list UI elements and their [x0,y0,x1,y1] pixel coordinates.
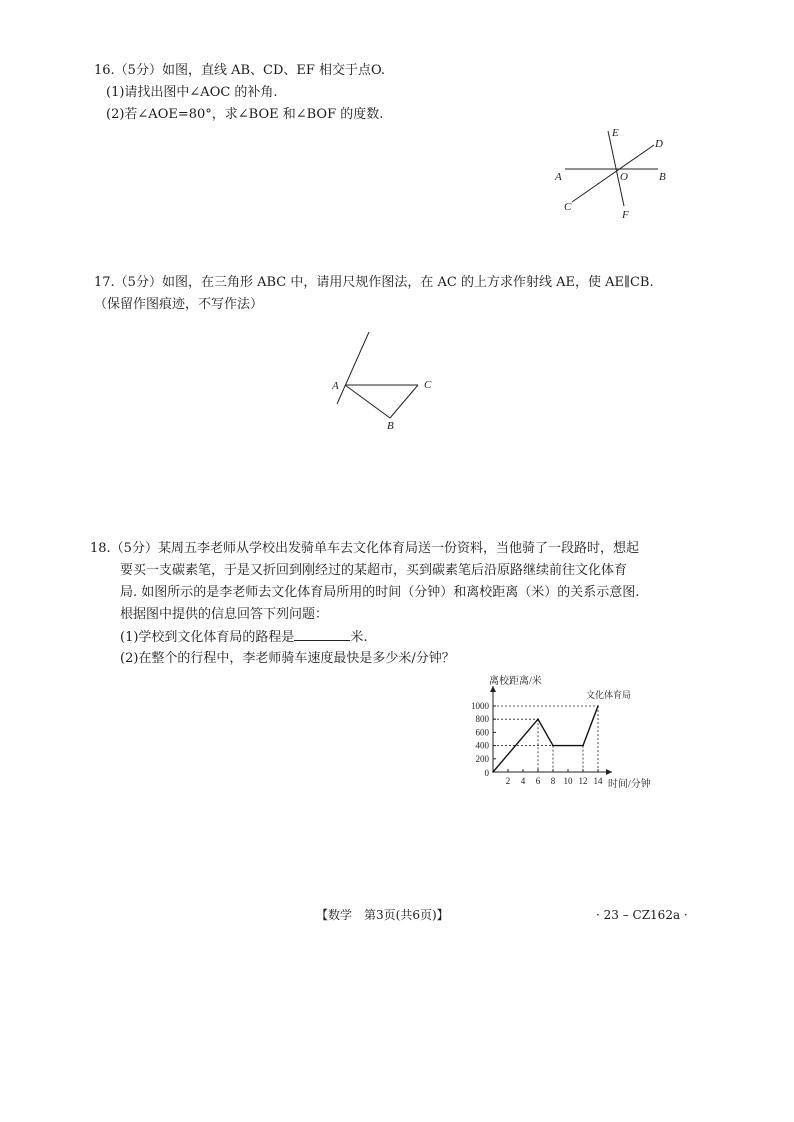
label-o: O [620,171,628,183]
q18-line-1: 18.（5分）某周五李老师从学校出发骑单车去文化体育局送一份资料，当他骑了一段路时，想起 [90,541,639,556]
label-d: D [655,138,663,150]
label-c: C [424,379,432,391]
q16-line-2: (1)请找出图中∠AOC 的补角. [106,85,278,100]
q18-line-5 [120,628,368,647]
label-e: E [612,127,619,139]
q17-figure [326,326,446,434]
x-tick-label: 10 [563,776,573,786]
y-tick-label: 1000 [471,701,489,711]
q18-line-2: 要买一支碳素笔，于是又折回到刚经过的某超市，买到碳素笔后沿原路继续前往文化体育 [120,563,628,578]
segment-ab [345,385,390,418]
destination-label: 文化体育局 [586,690,632,700]
label-c: C [564,201,572,213]
y-tick-label: 200 [475,753,489,764]
label-a: A [555,171,562,183]
q18-q1-text: (1)学校到文化体育局的路程是 [120,630,295,645]
q18-line-4: 根据图中提供的信息回答下列问题： [120,607,329,622]
segment-bc [390,385,418,418]
data-point [537,718,539,720]
q18-line-6: (2)在整个的行程中，李老师骑车速度最快是多少米/分钟？ [120,651,455,666]
q18-line-3: 局. 如图所示的是李老师去文化体育局所用的时间（分钟）和离校距离（米）的关系示意图. [120,585,640,600]
construction-line [337,332,369,404]
data-point [552,745,554,747]
x-tick-label: 12 [578,776,588,786]
q16-line-3: (2)若∠AOE=80°，求∠BOE 和∠BOF 的度数. [106,107,384,122]
q16-figure [550,122,680,226]
data-point [582,745,584,747]
x-tick-label: 4 [520,776,526,786]
footer-code: · 23 – CZ162a · [596,908,688,922]
q18-q1-unit: 米. [350,630,368,645]
label-b: B [387,420,394,432]
y-tick-label: 800 [475,714,489,725]
x-axis-arrow [606,769,612,775]
q17-line-2: （保留作图痕迹，不写作法） [94,297,264,312]
x-tick-label: 8 [550,776,556,786]
q17-line-1: 17.（5分）如图，在三角形 ABC 中，请用尺规作图法，在 AC 的上方求作射线 AE，使 AE∥CB. [94,275,654,290]
footer-page-info: 【数学 第3页(共6页)】 [316,908,449,922]
answer-blank [294,628,350,641]
series-line [493,706,598,772]
x-tick-label: 14 [593,776,603,786]
data-point [597,705,599,707]
label-b: B [659,171,666,183]
q16-line-1: 16.（5分）如图，直线 AB、CD、EF 相交于点O. [94,63,386,78]
x-tick-label: 6 [535,776,541,786]
distance-time-chart [460,660,680,800]
y-axis-label: 离校距离/米 [489,676,542,687]
x-axis-label: 时间/分钟 [608,779,651,790]
origin-label: 0 [484,768,489,778]
label-a: A [332,380,339,392]
y-tick-label: 600 [475,727,489,738]
label-f: F [622,209,629,221]
y-tick-label: 400 [475,740,489,751]
x-tick-label: 2 [505,776,511,786]
data-point [492,771,494,773]
